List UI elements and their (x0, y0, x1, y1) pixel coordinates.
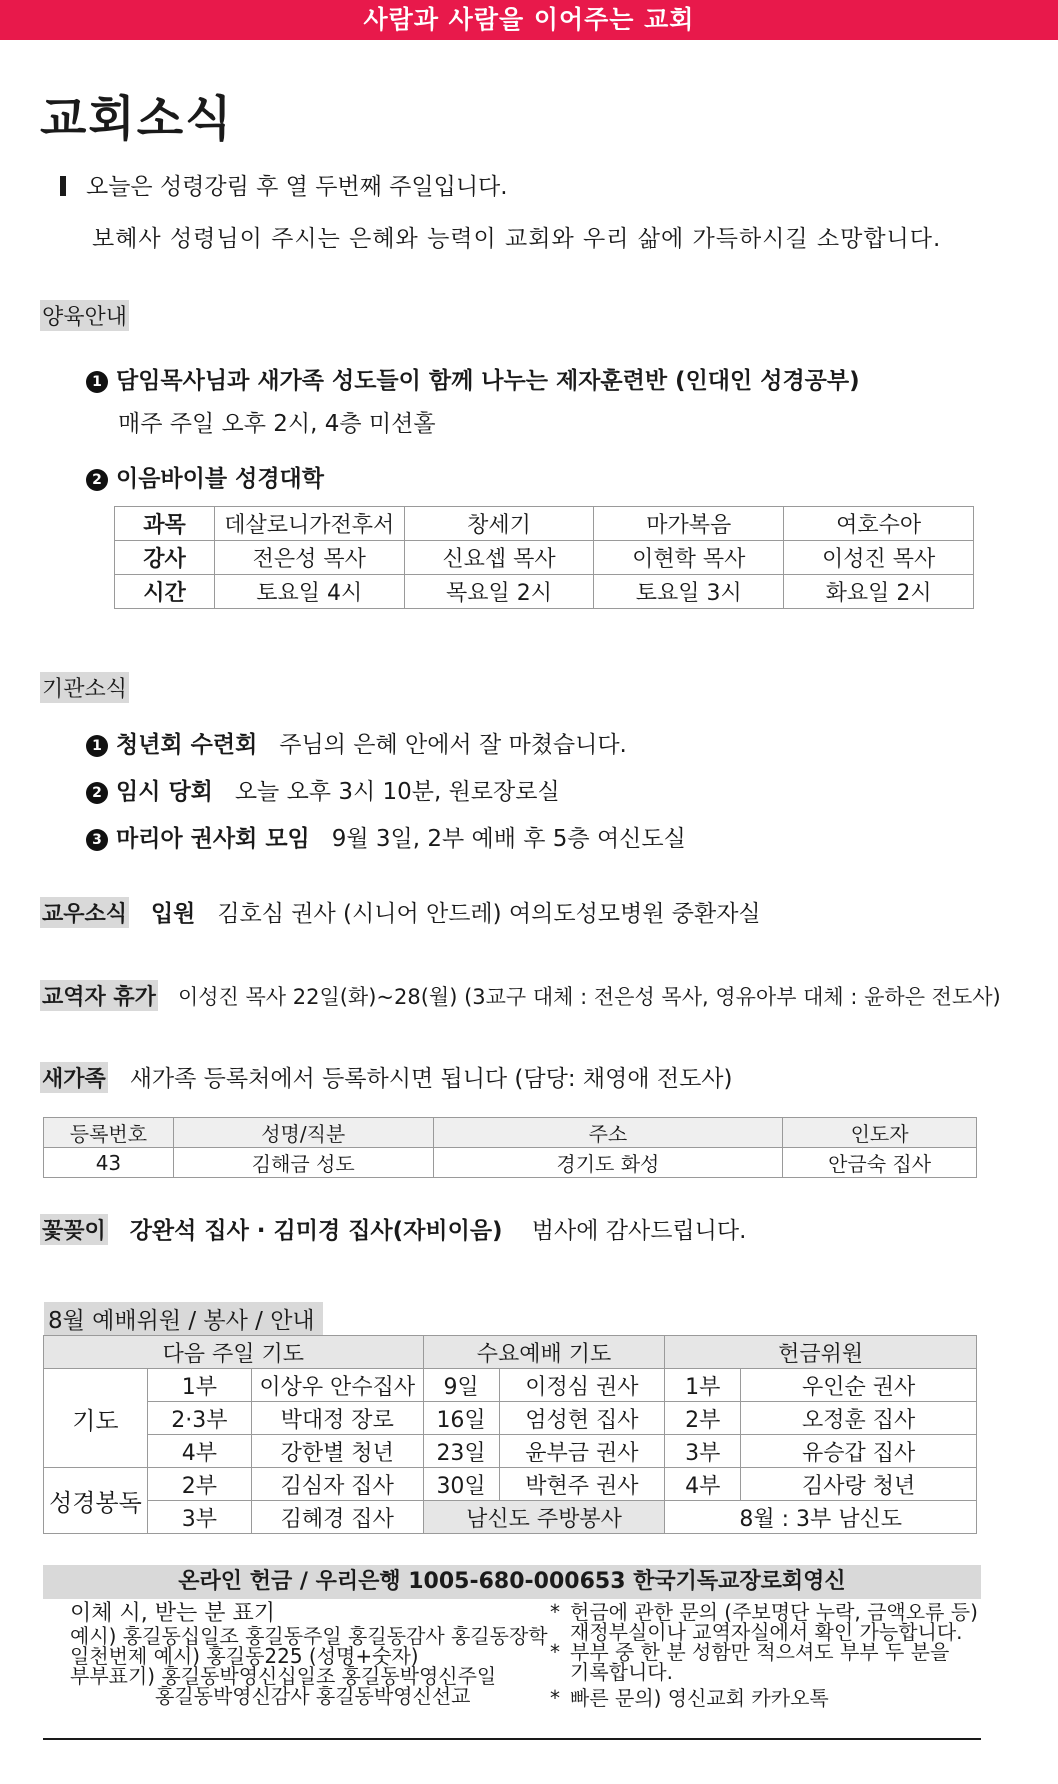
education-tag: 양육안내 (40, 300, 129, 331)
column-header: 인도자 (783, 1118, 977, 1148)
table-row (44, 1468, 977, 1501)
table-cell: 남신도 주방봉사 (423, 1501, 665, 1534)
transfer-line: 일천번제 예시) 홍길동225 (성명+숫자) (70, 1644, 419, 1668)
worship-table (43, 1335, 977, 1534)
inquiry-line: * 부부 중 한 분 성함만 적으셔도 부부 두 분을 (550, 1640, 950, 1664)
members-news: 교우소식 입원 김호심 권사 (시니어 안드레) 여의도성모병원 중환자실 (40, 895, 761, 928)
table-cell: 우인순 권사 (741, 1369, 977, 1402)
organization-item-2: 2 임시 당회 오늘 오후 3시 10분, 원로장로실 (86, 773, 560, 806)
table-cell: 김사랑 청년 (741, 1468, 977, 1501)
table-header-row (44, 1118, 977, 1148)
table-cell: 시간 (115, 575, 215, 609)
table-cell: 데살로니가전후서 (214, 507, 404, 541)
column-header: 등록번호 (44, 1118, 174, 1148)
table-cell: 2부 (665, 1402, 741, 1435)
table-row (44, 1369, 977, 1402)
table-row (44, 1402, 977, 1435)
table-cell: 여호수아 (784, 507, 974, 541)
table-cell: 박현주 권사 (499, 1468, 665, 1501)
flowers: 꽃꽂이 강완석 집사 · 김미경 집사(자비이음) 범사에 감사드립니다. (40, 1212, 746, 1245)
page-title: 교회소식 (40, 91, 234, 147)
table-row (44, 1435, 977, 1468)
table-cell: 4부 (665, 1468, 741, 1501)
table-cell: 이현학 목사 (594, 541, 784, 575)
education-item-2: 2 이음바이블 성경대학 (86, 460, 324, 493)
table-cell: 토요일 4시 (214, 575, 404, 609)
inquiry-line: 기록합니다. (570, 1660, 673, 1684)
footer-divider (43, 1738, 981, 1740)
transfer-line: 부부표기) 홍길동박영신십일조 홍길동박영신주일 (70, 1664, 497, 1688)
table-cell: 30일 (423, 1468, 499, 1501)
table-cell: 3부 (665, 1435, 741, 1468)
transfer-line: 이체 시, 받는 분 표기 (70, 1601, 275, 1626)
table-cell: 마가복음 (594, 507, 784, 541)
organization-item-1: 1 청년회 수련회 주님의 은혜 안에서 잘 마쳤습니다. (86, 726, 627, 759)
worship-tag: 8월 예배위원 / 봉사 / 안내 (44, 1302, 323, 1335)
inquiry-line: 재정부실이나 교역자실에서 확인 가능합니다. (570, 1620, 963, 1644)
number-2-icon: 2 (86, 782, 108, 804)
table-cell: 윤부금 권사 (499, 1435, 665, 1468)
intro-line-2: 보혜사 성령님이 주시는 은혜와 능력이 교회와 우리 삶에 가득하시길 소망합니다. (92, 226, 942, 252)
table-cell: 23일 (423, 1435, 499, 1468)
table-cell: 엄성현 집사 (499, 1402, 665, 1435)
education-item-1: 1 담임목사님과 새가족 성도들이 함께 나누는 제자훈련반 (인대인 성경공부) (86, 362, 860, 395)
table-cell: 김심자 집사 (251, 1468, 423, 1501)
table-cell: 경기도 화성 (433, 1148, 783, 1178)
online-offering-bar: 온라인 헌금 / 우리은행 1005-680-000653 한국기독교장로회영신 (43, 1565, 981, 1599)
transfer-line: 예시) 홍길동십일조 홍길동주일 홍길동감사 홍길동장학 (70, 1624, 548, 1648)
table-cell: 유승갑 집사 (741, 1435, 977, 1468)
table-cell: 16일 (423, 1402, 499, 1435)
table-cell: 43 (44, 1148, 174, 1178)
table-row (44, 1148, 977, 1178)
table-cell: 2·3부 (147, 1402, 251, 1435)
new-family-tag: 새가족 (40, 1062, 108, 1093)
table-cell: 전은성 목사 (214, 541, 404, 575)
members-news-tag: 교우소식 (40, 897, 129, 928)
table-row (115, 541, 974, 575)
table-cell: 목요일 2시 (404, 575, 594, 609)
education-item-1-detail: 매주 주일 오후 2시, 4층 미션홀 (118, 411, 436, 437)
bible-college-table (114, 506, 974, 609)
number-1-icon: 1 (86, 371, 108, 393)
table-cell: 2부 (147, 1468, 251, 1501)
column-header: 헌금위원 (665, 1336, 977, 1369)
table-row (115, 575, 974, 609)
row-label-reading: 성경봉독 (44, 1468, 148, 1534)
table-cell: 1부 (147, 1369, 251, 1402)
table-header-row (44, 1336, 977, 1369)
table-cell: 창세기 (404, 507, 594, 541)
table-cell: 토요일 3시 (594, 575, 784, 609)
table-cell: 화요일 2시 (784, 575, 974, 609)
table-cell: 4부 (147, 1435, 251, 1468)
table-cell: 강한별 청년 (251, 1435, 423, 1468)
table-cell: 이상우 안수집사 (251, 1369, 423, 1402)
table-cell: 이성진 목사 (784, 541, 974, 575)
table-cell: 과목 (115, 507, 215, 541)
table-cell: 9일 (423, 1369, 499, 1402)
inquiry-line: * 헌금에 관한 문의 (주보명단 누락, 금액오류 등) (550, 1600, 978, 1624)
table-cell: 이정심 권사 (499, 1369, 665, 1402)
table-cell: 신요셉 목사 (404, 541, 594, 575)
table-row (44, 1501, 977, 1534)
table-cell: 3부 (147, 1501, 251, 1534)
bullet-bar-icon (60, 176, 66, 196)
row-label-prayer: 기도 (44, 1369, 148, 1468)
table-cell: 김해금 성도 (173, 1148, 433, 1178)
table-cell: 오정훈 집사 (741, 1402, 977, 1435)
intro-line-1: 오늘은 성령강림 후 열 두번째 주일입니다. (60, 168, 508, 201)
column-header: 수요예배 기도 (423, 1336, 665, 1369)
number-1-icon: 1 (86, 735, 108, 757)
organization-item-3: 3 마리아 권사회 모임 9월 3일, 2부 예배 후 5층 여신도실 (86, 820, 686, 853)
transfer-instructions (70, 1602, 548, 1706)
table-cell: 안금숙 집사 (783, 1148, 977, 1178)
new-family: 새가족 새가족 등록처에서 등록하시면 됩니다 (담당: 채영애 전도사) (40, 1060, 733, 1093)
column-header: 성명/직분 (173, 1118, 433, 1148)
column-header: 주소 (433, 1118, 783, 1148)
column-header: 다음 주일 기도 (44, 1336, 424, 1369)
offering-inquiries (550, 1602, 978, 1708)
table-cell: 1부 (665, 1369, 741, 1402)
table-cell: 박대정 장로 (251, 1402, 423, 1435)
minister-leave-tag: 교역자 휴가 (40, 980, 158, 1011)
table-cell: 8월 : 3부 남신도 (665, 1501, 977, 1534)
table-row (115, 507, 974, 541)
new-family-table (43, 1117, 977, 1178)
inquiry-line: * 빠른 문의) 영신교회 카카오톡 (550, 1686, 829, 1710)
flowers-tag: 꽃꽂이 (40, 1214, 108, 1245)
transfer-line: 홍길동박영신감사 홍길동박영신선교 (155, 1684, 471, 1708)
table-cell: 김혜경 집사 (251, 1501, 423, 1534)
banner: 사람과 사람을 이어주는 교회 (0, 0, 1058, 40)
table-cell: 강사 (115, 541, 215, 575)
organization-tag: 기관소식 (40, 672, 129, 703)
number-2-icon: 2 (86, 469, 108, 491)
minister-leave: 교역자 휴가 이성진 목사 22일(화)~28(월) (3교구 대체 : 전은성 목사, 영유아부 대체 : 윤하은 전도사) (40, 980, 1001, 1011)
number-3-icon: 3 (86, 829, 108, 851)
